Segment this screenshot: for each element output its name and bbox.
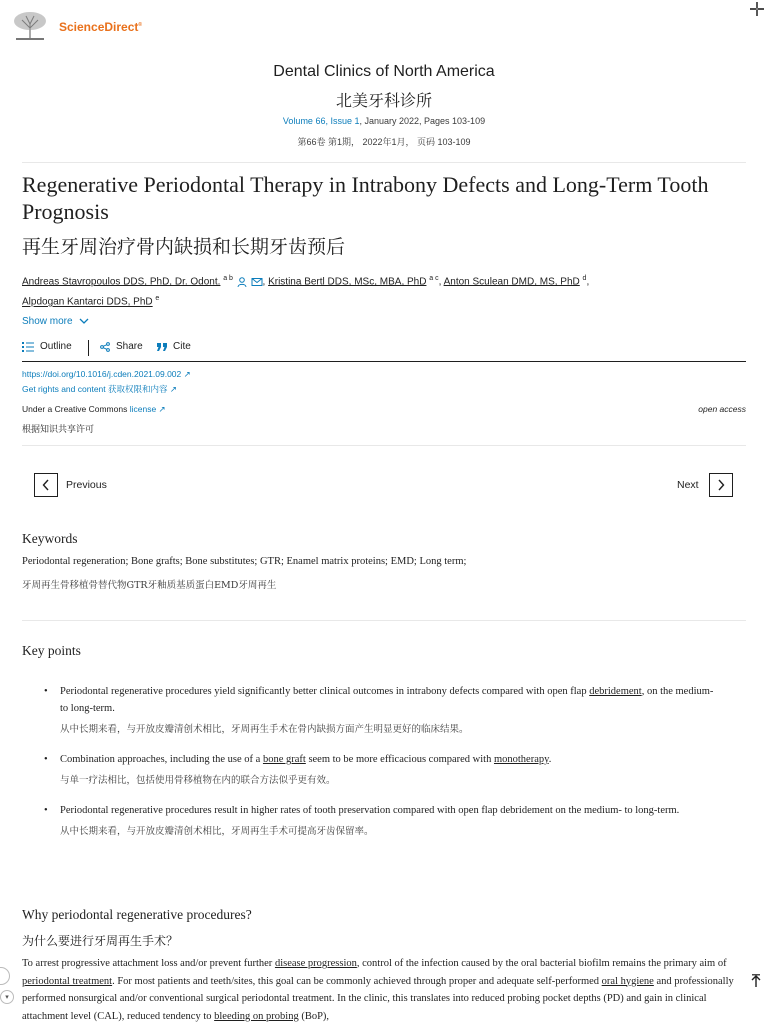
plus-icon[interactable] bbox=[748, 0, 766, 18]
keywords-heading: Keywords bbox=[22, 531, 78, 546]
sciencedirect-logo[interactable]: ScienceDirect® bbox=[59, 20, 143, 34]
quote-icon bbox=[157, 343, 167, 351]
section-heading-cn: 为什么要进行牙周再生手术？ bbox=[22, 934, 179, 948]
author-link[interactable]: Kristina Bertl DDS, MSc, MBA, PhD bbox=[268, 276, 427, 288]
keywords-text-cn: 牙周再生骨移植骨替代物GTR牙釉质基质蛋白EMD牙周再生 bbox=[22, 580, 277, 591]
journal-title[interactable]: Dental Clinics of North America bbox=[273, 63, 495, 80]
article-toolbar bbox=[22, 339, 746, 362]
term-link[interactable]: oral hygiene bbox=[601, 975, 654, 987]
term-link[interactable]: monotherapy bbox=[493, 754, 549, 765]
term-link[interactable]: debridement bbox=[589, 686, 642, 697]
next-button[interactable] bbox=[709, 473, 733, 497]
list-icon bbox=[22, 342, 34, 352]
key-points-heading: Key points bbox=[22, 643, 81, 658]
side-panel-toggle[interactable] bbox=[0, 967, 10, 985]
article-title-cn: 再生牙周治疗骨内缺损和长期牙齿预后 bbox=[22, 236, 346, 258]
author-list: Andreas Stavropoulos DDS, PhD, Dr. Odont. $^{a b}$ , Kristina Bertl DDS, MSc, MBA, PhD $^{a c}$, Anton Sculean DMD, MS, PhD $^d$, Alpdogan Kantarci DDS, PhD $^e$ bbox=[22, 275, 590, 308]
external-link-icon: ↗ bbox=[183, 369, 191, 379]
scroll-to-top-icon[interactable] bbox=[750, 974, 762, 988]
author-link[interactable]: Alpdogan Kantarci DDS, PhD bbox=[22, 296, 153, 308]
chevron-left-icon bbox=[42, 479, 50, 491]
previous-button[interactable] bbox=[34, 473, 58, 497]
cite-button[interactable]: Cite bbox=[157, 341, 191, 352]
license-info: Under a Creative Commons license ↗ bbox=[22, 404, 166, 414]
next-label[interactable]: Next bbox=[677, 479, 699, 491]
key-points-list bbox=[44, 683, 724, 853]
license-info-cn: 根据知识共享许可 bbox=[22, 424, 95, 434]
doi-link[interactable]: https://doi.org/10.1016/j.cden.2021.09.002 ↗ bbox=[22, 369, 191, 379]
article-title: Regenerative Periodontal Therapy in Intrabony Defects and Long-Term Tooth Prognosis bbox=[22, 172, 709, 224]
external-link-icon: ↗ bbox=[169, 384, 177, 394]
rights-link[interactable]: Get rights and content 获取权限和内容 ↗ bbox=[22, 384, 177, 394]
term-link[interactable]: bleeding on probing bbox=[214, 1010, 299, 1022]
elsevier-tree-logo[interactable] bbox=[10, 10, 50, 42]
term-link[interactable]: bone graft bbox=[262, 754, 306, 765]
toolbar-separator bbox=[88, 340, 89, 356]
journal-title-cn: 北美牙科诊所 bbox=[335, 93, 432, 110]
term-link[interactable]: periodontal treatment bbox=[22, 975, 113, 987]
previous-label[interactable]: Previous bbox=[66, 479, 107, 491]
volume-info: Volume 66, Issue 1, January 2022, Pages 103-109 bbox=[282, 116, 486, 126]
term-link[interactable]: disease progression bbox=[274, 958, 357, 969]
show-more-button[interactable]: Show more bbox=[22, 316, 89, 327]
author-link[interactable]: Anton Sculean DMD, MS, PhD bbox=[443, 276, 580, 288]
license-link[interactable]: license ↗ bbox=[129, 404, 166, 414]
open-access-badge: open access bbox=[698, 404, 746, 414]
share-button[interactable]: Share bbox=[100, 341, 143, 352]
volume-info-cn: 第66卷 第1期， 2022年1月， 页码 103-109 bbox=[297, 137, 471, 147]
divider bbox=[22, 620, 746, 621]
list-item: • Periodontal regenerative procedures result in higher rates of tooth preservation compared with open flap debridement on the medium- to long-term. 从中长期来看，与开放皮瓣清创术相比，牙周再生手术可提高牙齿保留率。 bbox=[44, 802, 724, 840]
section-heading: Why periodontal regenerative procedures? bbox=[22, 907, 252, 922]
body-paragraph: To arrest progressive attachment loss and/or prevent further disease progression, control of the infection caused by the oral bacterial biofilm remains the primary aim of periodontal treatment. For most patients and teeth/sites, this goal can be commonly achieved through proper and adequate self-performed oral hygiene and professionally performed nonsurgical and/or conventional surgical periodontal treatment. In the clinic, this translates into reduced probing pocket depths (PD) and gain in clinical attachment level (CAL), reduced tendency to bleeding on probing (BoP), bbox=[22, 958, 734, 1022]
list-item: • Periodontal regenerative procedures yield significantly better clinical outcomes in intrabony defects compared with open flap debridement, on the medium- to long-term. 从中长期来看，与开放皮瓣清创术相比，牙周再生手术在骨内缺损方面产生明显更好的临床结果。 bbox=[44, 683, 724, 738]
volume-link[interactable]: Volume 66, Issue 1 bbox=[282, 116, 360, 126]
mail-icon[interactable] bbox=[251, 277, 263, 287]
keywords-text: Periodontal regeneration; Bone grafts; Bone substitutes; GTR; Enamel matrix proteins; EMD; Long term; bbox=[22, 556, 467, 567]
author-link[interactable]: Andreas Stavropoulos DDS, PhD, Dr. Odont. bbox=[22, 276, 221, 288]
chevron-down-icon[interactable]: ▾ bbox=[0, 990, 14, 1004]
divider bbox=[22, 445, 746, 446]
share-icon bbox=[100, 342, 110, 352]
chevron-right-icon bbox=[717, 479, 725, 491]
person-icon[interactable] bbox=[236, 276, 248, 288]
chevron-down-icon bbox=[79, 317, 89, 325]
list-item: • Combination approaches, including the use of a bone graft seem to be more efficacious compared with monotherapy. 与单一疗法相比，包括使用骨移植物在内的联合方法似乎更有效。 bbox=[44, 751, 724, 789]
divider bbox=[22, 162, 746, 163]
outline-button[interactable]: Outline bbox=[22, 341, 72, 352]
